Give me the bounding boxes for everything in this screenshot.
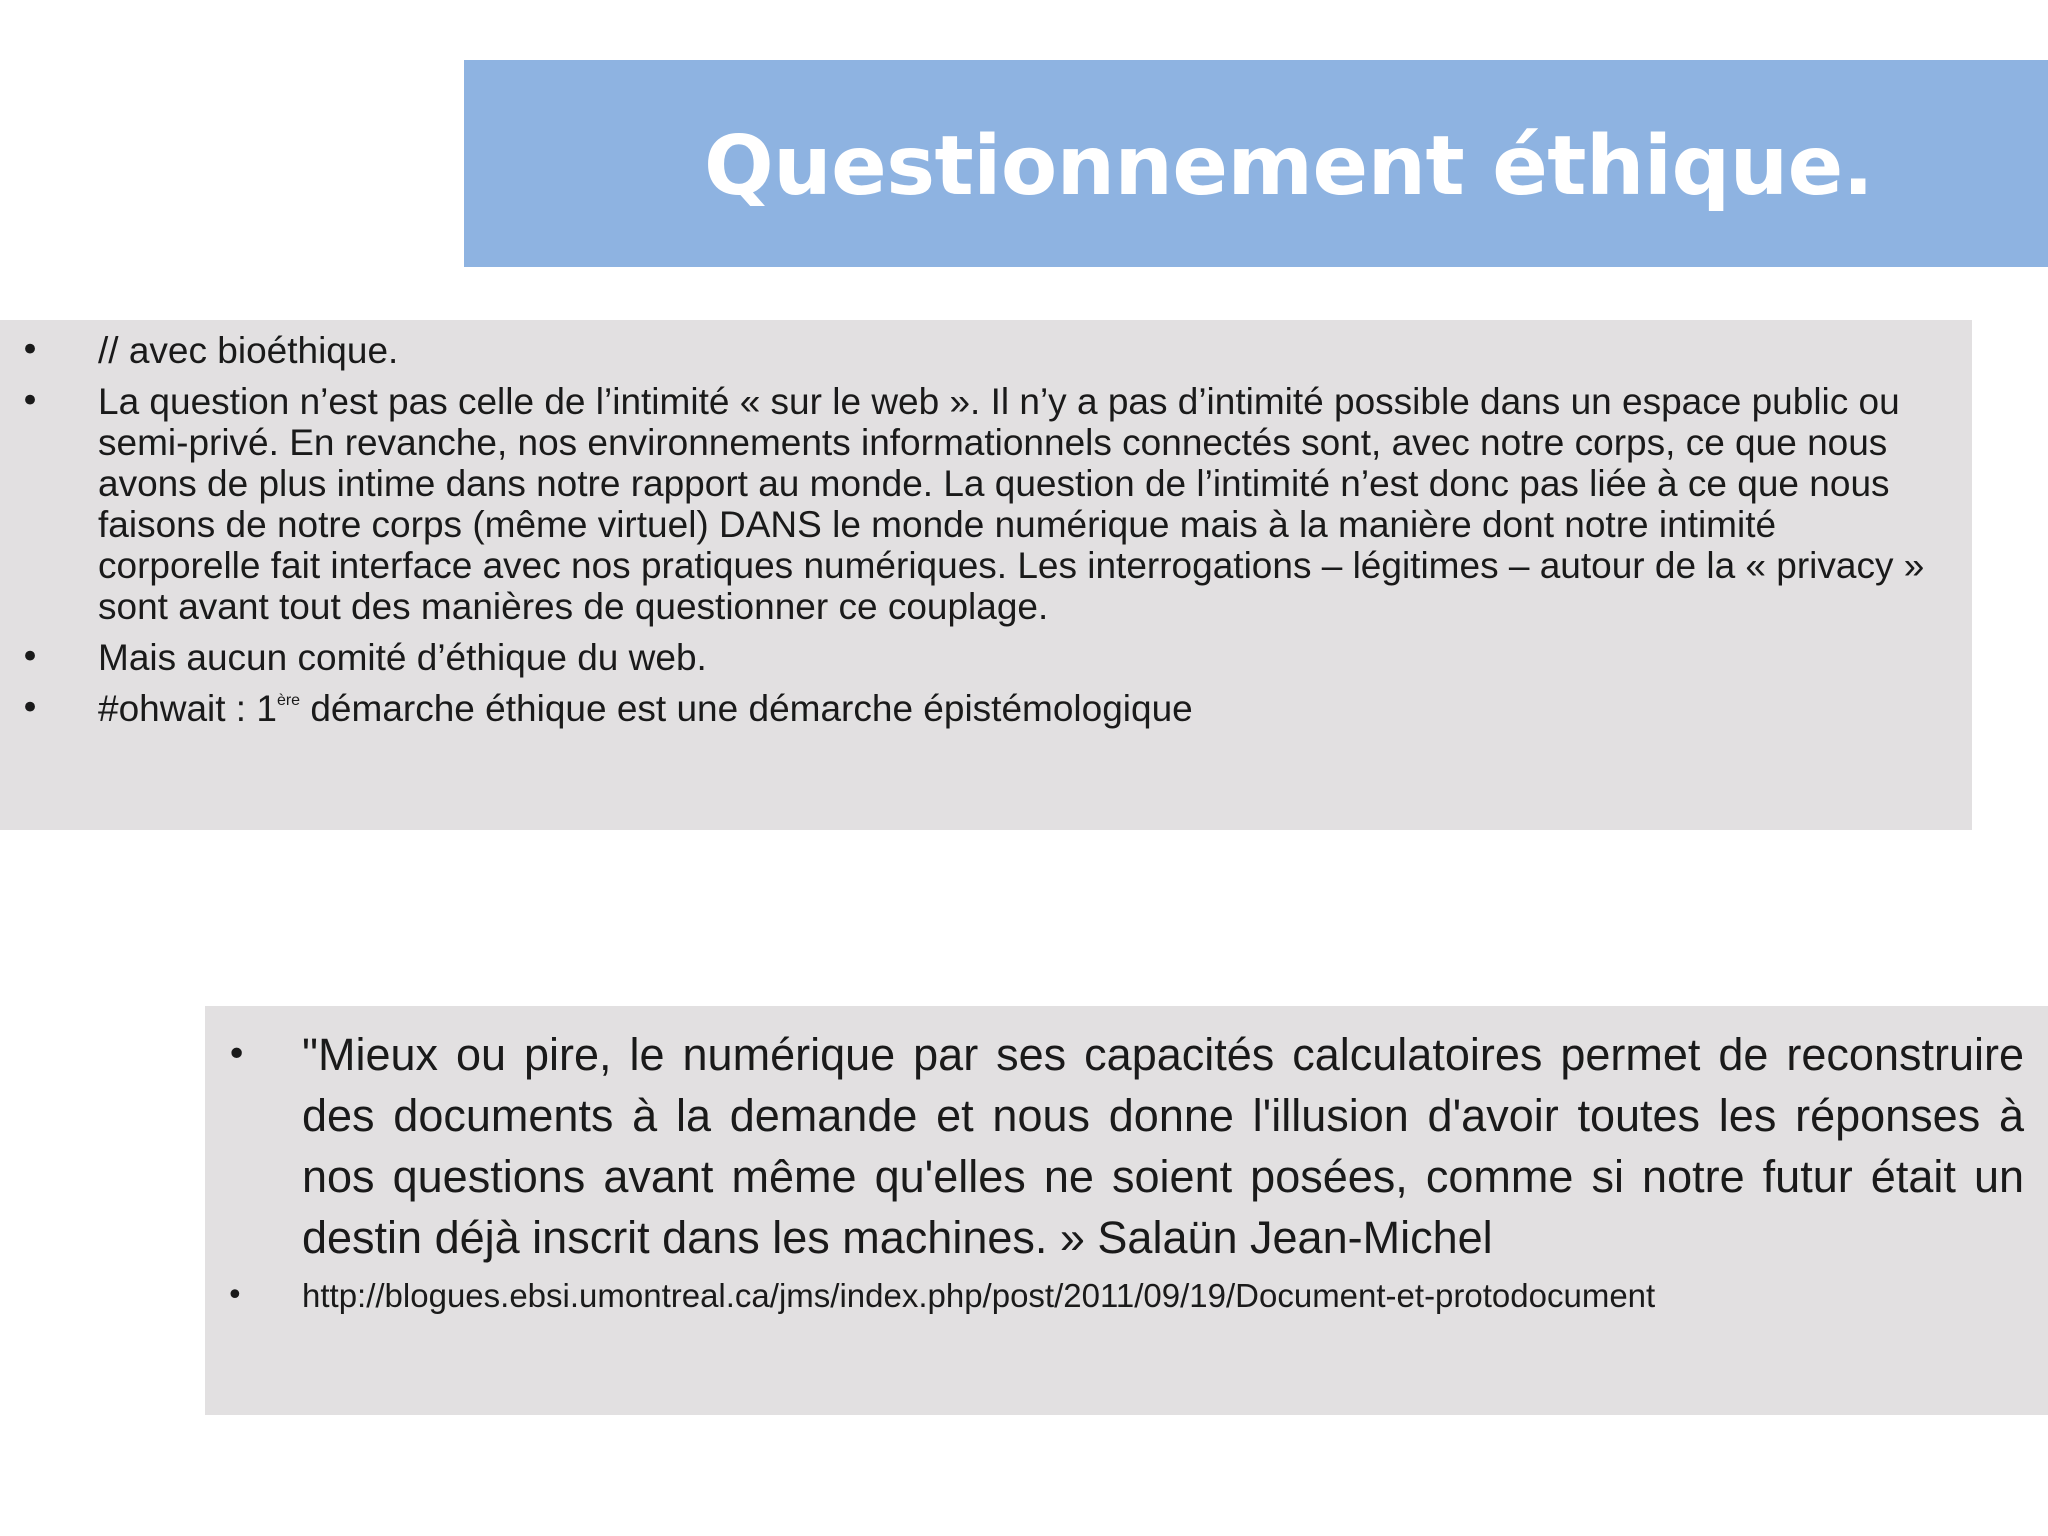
quote-list (226, 1024, 2024, 1318)
bullet-icon: • (20, 381, 41, 421)
list-item (20, 688, 1948, 729)
list-item (20, 330, 1948, 371)
bullet-icon: • (226, 1034, 248, 1075)
ethics-points-list (20, 330, 1948, 739)
source-link[interactable]: http://blogues.ebsi.umontreal.ca/jms/index.php/post/2011/09/19/Document-et-protodocument (302, 1277, 1656, 1314)
list-item (20, 381, 1948, 627)
bullet-text: La question n’est pas celle de l’intimité « sur le web ». Il n’y a pas d’intimité possible dans un espace public ou semi-privé. En revanche, nos environnements informationnels connectés sont, avec notre corps, ce que nous avons de plus intime dans notre rapport au monde. La question de l’intimité n’est donc pas liée à ce que nous faisons de notre corps (même virtuel) DANS le monde numérique mais à la manière dont notre intimité corporelle fait interface avec nos pratiques numériques. Les interrogations – légitimes – autour de la « privacy » sont avant tout des manières de questionner ce couplage. (98, 381, 1925, 627)
bullet-icon: • (20, 330, 41, 370)
bullet-icon: • (20, 688, 41, 728)
quote-item (226, 1024, 2024, 1268)
ethics-points-box (0, 320, 1972, 830)
quote-text: "Mieux ou pire, le numérique par ses capacités calculatoires permet de reconstruire des documents à la demande et nous donne l'illusion d'avoir toutes les réponses à nos questions avant même qu'elles ne soient posées, comme si notre futur était un destin déjà inscrit dans les machines. » Salaün Jean-Michel (302, 1029, 2024, 1263)
quote-box (205, 1006, 2048, 1415)
list-item (20, 637, 1948, 678)
source-link-item (226, 1274, 2024, 1318)
bullet-text (98, 688, 1948, 729)
bullet-text: // avec bioéthique. (98, 330, 399, 371)
bullet-text: Mais aucun comité d’éthique du web. (98, 637, 707, 678)
bullet-icon: • (226, 1278, 244, 1313)
bullet-icon: • (20, 637, 41, 677)
slide-title: Questionnement éthique. (704, 119, 1874, 214)
ordinal-superscript: ère (276, 692, 301, 709)
ohwait-prefix: #ohwait : 1 (98, 688, 277, 729)
title-banner (464, 60, 2048, 267)
ohwait-suffix: démarche éthique est une démarche épistémologique (300, 688, 1193, 729)
